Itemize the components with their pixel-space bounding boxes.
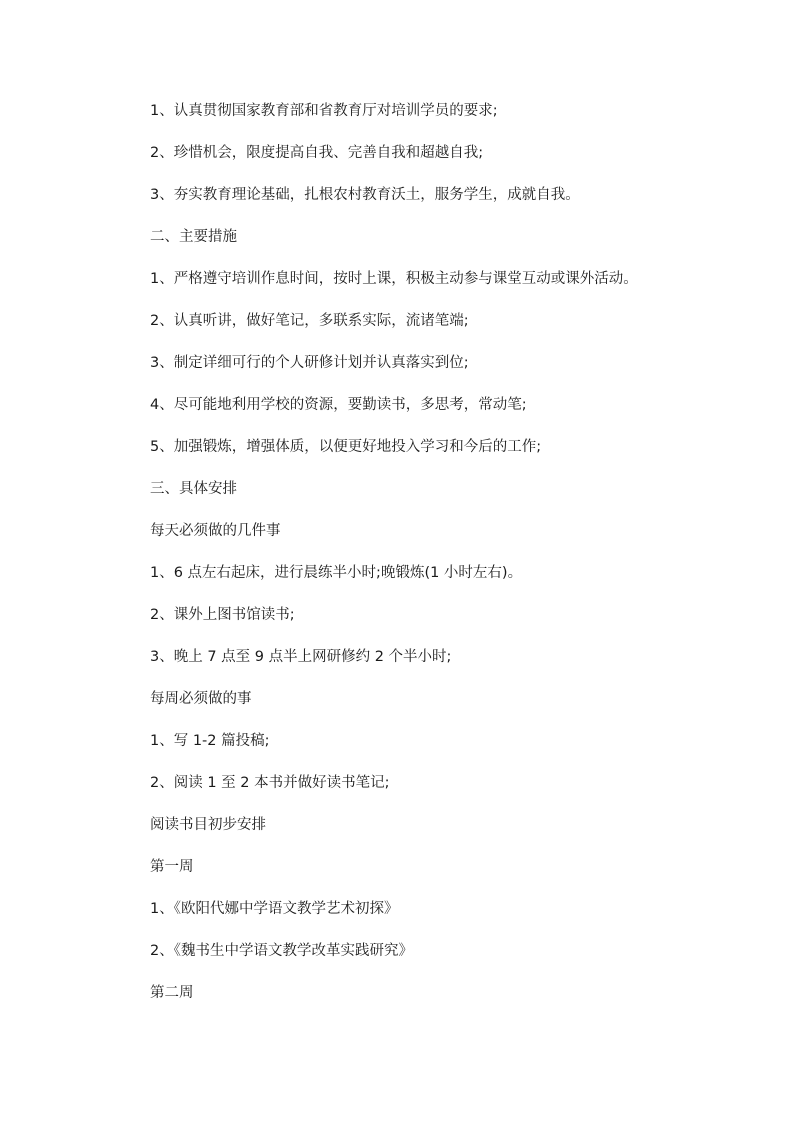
list-item: 3、夯实教育理论基础，扎根农村教育沃土，服务学生，成就自我。 <box>150 187 580 203</box>
list-item: 1、严格遵守培训作息时间，按时上课，积极主动参与课堂互动或课外活动。 <box>150 271 638 287</box>
list-item: 1、写 1-2 篇投稿; <box>150 733 270 749</box>
list-item: 1、《欧阳代娜中学语文教学艺术初探》 <box>150 901 399 917</box>
list-item: 3、制定详细可行的个人研修计划并认真落实到位; <box>150 355 469 371</box>
list-item: 2、阅读 1 至 2 本书并做好读书笔记; <box>150 775 390 791</box>
week-heading: 第一周 <box>150 859 194 875</box>
list-item: 4、尽可能地利用学校的资源，要勤读书，多思考，常动笔; <box>150 397 527 413</box>
subsection-heading: 每周必须做的事 <box>150 691 252 707</box>
subsection-heading: 阅读书目初步安排 <box>150 817 266 833</box>
week-heading: 第二周 <box>150 985 194 1001</box>
list-item: 2、课外上图书馆读书; <box>150 607 295 623</box>
list-item: 5、加强锻炼，增强体质，以便更好地投入学习和今后的工作; <box>150 439 542 455</box>
section-heading: 二、主要措施 <box>150 229 237 245</box>
list-item: 1、6 点左右起床，进行晨练半小时;晚锻炼(1 小时左右)。 <box>150 565 523 581</box>
list-item: 3、晚上 7 点至 9 点半上网研修约 2 个半小时; <box>150 649 452 665</box>
section-heading: 三、具体安排 <box>150 481 237 497</box>
list-item: 2、《魏书生中学语文教学改革实践研究》 <box>150 943 413 959</box>
subsection-heading: 每天必须做的几件事 <box>150 523 281 539</box>
list-item: 2、认真听讲，做好笔记，多联系实际，流诸笔端; <box>150 313 469 329</box>
list-item: 1、认真贯彻国家教育部和省教育厅对培训学员的要求; <box>150 103 498 119</box>
list-item: 2、珍惜机会，限度提高自我、完善自我和超越自我; <box>150 145 484 161</box>
